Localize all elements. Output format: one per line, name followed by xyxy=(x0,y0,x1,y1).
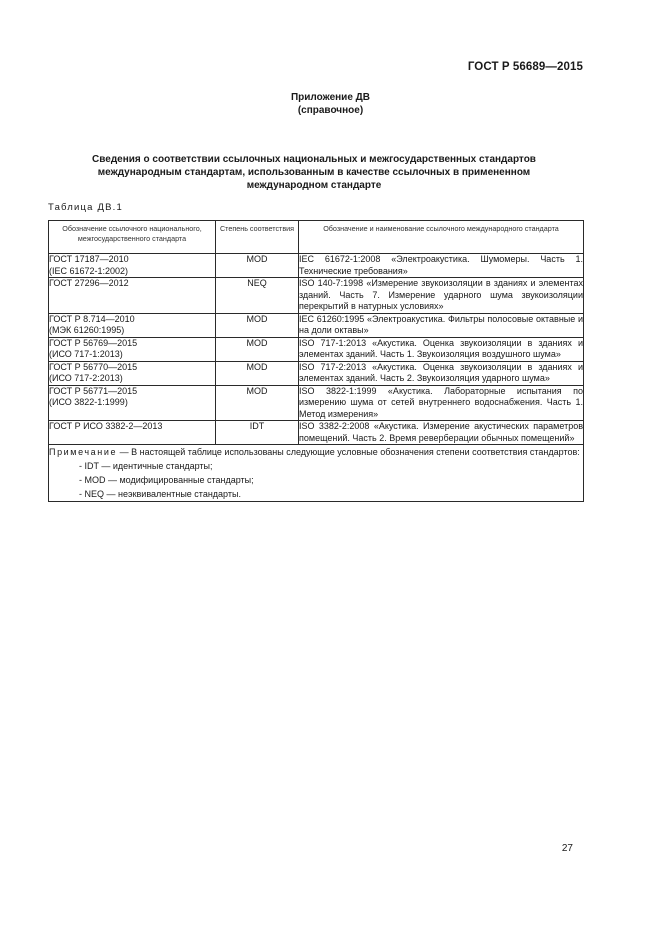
note-item: - MOD — модифицированные стандарты; xyxy=(79,475,254,485)
table-caption: Таблица ДВ.1 xyxy=(48,202,123,213)
national-standard-code: ГОСТ Р 56769—2015 xyxy=(49,337,138,348)
table-row xyxy=(49,254,584,278)
section-heading: Сведения о соответствии ссылочных национальных и межгосударственных стандартов международным стандартам, использованным в качестве ссылочных в примененном международном стандарте xyxy=(92,154,536,191)
appendix-title: Приложение ДВ xyxy=(290,92,371,103)
table-row xyxy=(49,313,584,337)
national-standard-cell xyxy=(49,313,216,337)
national-standard-cell xyxy=(49,254,216,278)
table-note-row xyxy=(49,445,584,502)
table-row xyxy=(49,385,584,421)
table-note xyxy=(49,445,584,502)
note-item: - IDT — идентичные стандарты; xyxy=(79,461,213,471)
national-standard-origin: (ИСО 717-2:2013) xyxy=(49,373,123,383)
international-standard-cell: IEC 61672-1:2008 «Электроакустика. Шумомеры. Часть 1. Технические требования» xyxy=(299,254,583,276)
correspondence-table xyxy=(48,220,584,502)
degree-cell: MOD xyxy=(216,313,299,337)
column-header-national: Обозначение ссылочного национального, межгосударственного стандарта xyxy=(49,221,216,254)
international-standard-cell: ISO 140-7:1998 «Измерение звукоизоляции в зданиях и элементах зданий. Часть 7. Измерение ударного шума звукоизоляции перекрытий в натурных условиях» xyxy=(299,278,583,311)
page-number: 27 xyxy=(561,843,573,854)
international-standard-cell: ISO 717-2:2013 «Акустика. Оценка звукоизоляции в зданиях и элементах зданий. Часть 2. Звукоизоляция ударного шума» xyxy=(299,361,583,383)
national-standard-code: ГОСТ 27296—2012 xyxy=(49,278,129,288)
note-text: — В настоящей таблице использованы следующие условные обозначения степени соответствия стандартов: xyxy=(117,447,580,457)
national-standard-cell xyxy=(49,361,216,385)
national-standard-cell xyxy=(49,337,216,361)
degree-cell: MOD xyxy=(216,337,299,361)
national-standard-code: ГОСТ Р ИСО 3382-2—2013 xyxy=(49,421,163,431)
international-standard-cell: ISO 3822-1:1999 «Акустика. Лабораторные испытания по измерению шума от сетей внутреннего водоснабжения. Часть 1. Метод измерения» xyxy=(299,385,583,419)
international-standard-cell: IEC 61260:1995 «Электроакустика. Фильтры полосовые октавные и на доли октавы» xyxy=(299,313,583,335)
document-code: ГОСТ Р 56689—2015 xyxy=(467,61,583,73)
national-standard-cell xyxy=(49,278,216,314)
table-row xyxy=(49,421,584,445)
table-row xyxy=(49,337,584,361)
note-intro xyxy=(49,445,583,459)
national-standard-origin: (IEC 61672-1:2002) xyxy=(49,265,129,276)
note-item: - NEQ — неэквивалентные стандарты. xyxy=(79,489,241,499)
column-header-degree: Степень соответствия xyxy=(216,221,299,254)
national-standard-origin: (ИСО 717-1:2013) xyxy=(49,349,123,359)
degree-cell: MOD xyxy=(216,385,299,421)
national-standard-cell xyxy=(49,385,216,421)
international-standard-cell: ISO 3382-2:2008 «Акустика. Измерение акустических параметров помещений. Часть 2. Время реверберации обычных помещений» xyxy=(299,421,583,443)
note-label: Примечание xyxy=(49,447,118,457)
national-standard-origin: (МЭК 61260:1995) xyxy=(49,325,125,335)
appendix-subtitle: (справочное) xyxy=(297,105,364,116)
column-header-international: Обозначение и наименование ссылочного международного стандарта xyxy=(299,221,584,254)
table-header-row xyxy=(49,221,584,254)
international-standard-cell: ISO 717-1:2013 «Акустика. Оценка звукоизоляции в зданиях и элементах зданий. Часть 1. Звукоизоляция воздушного шума» xyxy=(299,337,583,359)
national-standard-code: ГОСТ Р 56770—2015 xyxy=(49,361,138,372)
degree-cell: MOD xyxy=(216,254,299,278)
national-standard-code: ГОСТ Р 8.714—2010 xyxy=(49,313,135,324)
degree-cell: NEQ xyxy=(216,278,299,314)
degree-cell: IDT xyxy=(216,421,299,445)
degree-cell: MOD xyxy=(216,361,299,385)
national-standard-code: ГОСТ Р 56771—2015 xyxy=(49,385,138,396)
appendix-heading xyxy=(0,91,661,117)
table-row xyxy=(49,361,584,385)
national-standard-cell xyxy=(49,421,216,445)
national-standard-code: ГОСТ 17187—2010 xyxy=(49,254,129,264)
table-row xyxy=(49,278,584,314)
national-standard-origin: (ИСО 3822-1:1999) xyxy=(49,397,128,407)
